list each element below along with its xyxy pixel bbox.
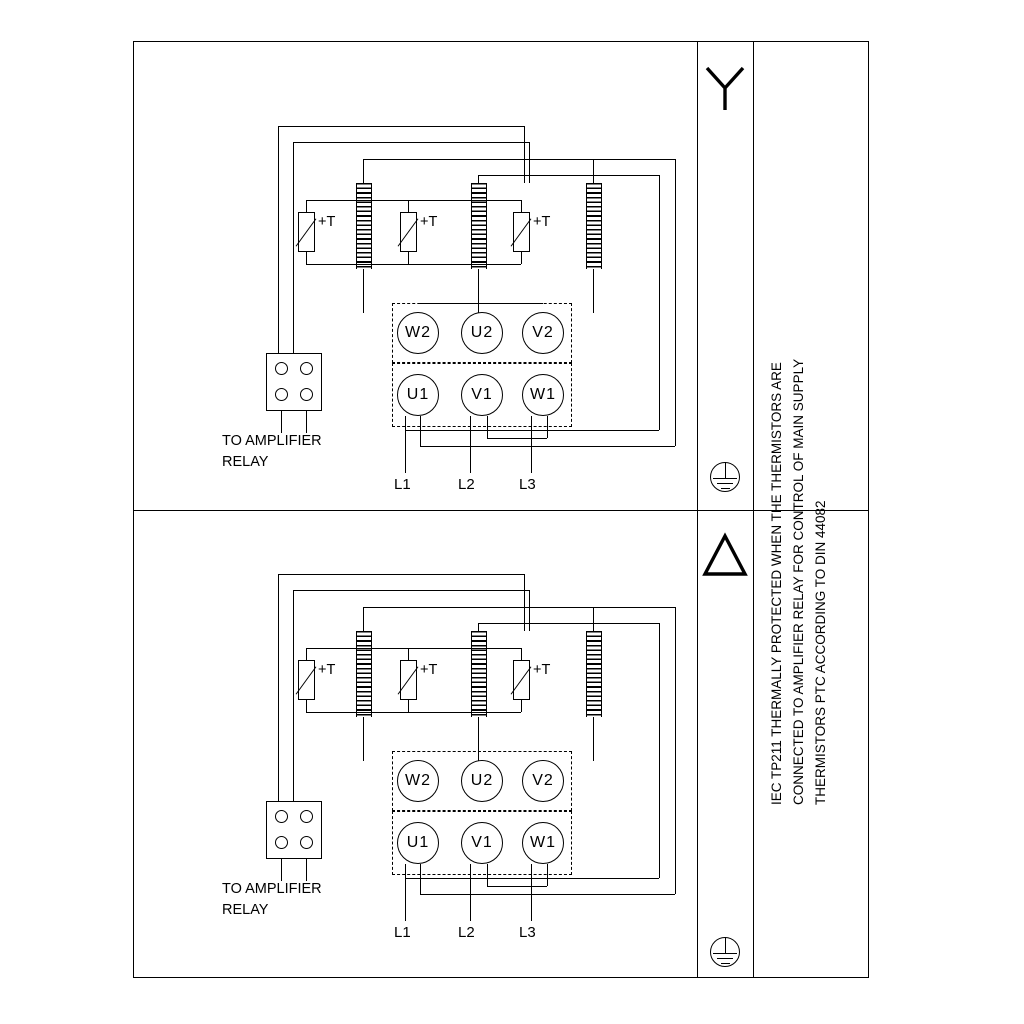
connector-pin-1[interactable] [275,362,288,375]
thermistor-1-lead-bottom-delta [306,700,307,712]
phase-label-l3-delta: L3 [519,924,536,941]
thermistor-1-lead-top-delta [306,648,307,660]
thermistor-2-lead-top-delta [408,648,409,660]
wire-drop-coil2-2 [478,623,479,631]
wire-top-rail-b-2 [293,590,529,591]
terminal-u2-delta[interactable]: U2 [461,760,503,802]
thermistor-3-lead-bottom-delta [521,700,522,712]
connector-pin-4-delta[interactable] [300,836,313,849]
wire-top-rail-a [278,126,524,127]
thermistor-1-lead-bottom [306,252,307,264]
wire-drop-to-coil3b-2 [529,590,530,631]
terminal-v2[interactable]: V2 [522,312,564,354]
phase-label-l2: L2 [458,476,475,493]
wire-ptc-chain-top-2 [408,200,521,201]
winding-coil-2-delta [471,631,487,717]
wire-left-drop-b-2 [293,590,294,812]
winding-coil-3 [586,183,602,269]
wire-coil3-top-lead [593,159,594,183]
wire-phase-rail-3-riser2 [547,416,548,438]
amplifier-connector-block-delta[interactable] [266,801,322,859]
connector-pin-2-delta[interactable] [300,810,313,823]
amplifier-label-line1-delta: TO AMPLIFIER [222,881,322,897]
note-line-1: IEC TP211 THERMALLY PROTECTED WHEN THE THERMISTORS ARE [769,362,784,805]
thermistor-1-label: +T [318,214,336,230]
wire-phase-rail-2 [420,446,675,447]
wire-ptc-chain-top-1-delta [306,648,408,649]
thermistor-3-lead-top [521,200,522,212]
wire-coil3-to-v2 [593,269,594,313]
earth-ground-bar2-2 [717,958,733,959]
frame-note-column-divider [753,41,754,978]
connector-pin-4[interactable] [300,388,313,401]
wye-star-symbol [697,60,753,116]
wire-l1-lead-delta [405,864,406,921]
wire-ptc-chain-bottom-1-delta [306,712,408,713]
earth-ground-bar3-2 [721,963,730,964]
wire-l2-lead [470,416,471,473]
thermistor-2-lead-top [408,200,409,212]
wire-right-rail-c-2 [675,607,676,894]
wire-star-bridge [418,303,543,304]
wire-l1-lead [405,416,406,473]
thermistor-1-label-delta: +T [318,662,336,678]
winding-coil-1-delta [356,631,372,717]
note-line-3: THERMISTORS PTC ACCORDING TO DIN 44082 [813,500,828,805]
wire-phase-rail-1-delta [405,878,659,879]
wire-phase-rail-3 [487,438,547,439]
delta-triangle-symbol [697,530,753,582]
terminal-w1-delta[interactable]: W1 [522,822,564,864]
thermistor-2-lead-bottom-delta [408,700,409,712]
wire-phase-rail-2-riser-delta [420,864,421,894]
earth-ground-bar3-1 [721,488,730,489]
wire-right-rail-c [675,159,676,446]
wire-ptc-chain-bottom-2 [408,264,521,265]
wire-ptc-chain-bottom-2-delta [408,712,521,713]
wire-right-rail-d-2 [659,623,660,878]
connector-lead-1-delta [281,859,282,881]
thermistor-3-lead-bottom [521,252,522,264]
connector-pin-3-delta[interactable] [275,836,288,849]
wire-top-rail-b [293,142,529,143]
wire-phase-rail-2-delta [420,894,675,895]
amplifier-label-line2: RELAY [222,454,269,470]
wire-drop-coil2 [478,175,479,183]
wire-phase-rail-3-riser2-delta [547,864,548,886]
phase-label-l2-delta: L2 [458,924,475,941]
thermistor-2-lead-bottom [408,252,409,264]
wire-coil1-to-w2 [363,269,364,313]
wire-phase-rail-3-riser [487,416,488,438]
note-column [757,335,867,805]
wire-left-drop-b [293,142,294,364]
thermistor-3-label: +T [533,214,551,230]
wire-top-rail-d-2 [478,623,659,624]
wire-coil3-top-rail [593,159,675,160]
connector-lead-2-delta [306,859,307,881]
winding-coil-2 [471,183,487,269]
earth-ground-stem-1 [725,462,726,478]
wire-phase-rail-2-riser [420,416,421,446]
terminal-u1[interactable]: U1 [397,374,439,416]
wire-phase-rail-3-riser-delta [487,864,488,886]
terminal-u2[interactable]: U2 [461,312,503,354]
terminal-w1[interactable]: W1 [522,374,564,416]
winding-coil-3-delta [586,631,602,717]
terminal-w2[interactable]: W2 [397,312,439,354]
connector-pin-1-delta[interactable] [275,810,288,823]
thermistor-2-label-delta: +T [420,662,438,678]
wire-coil1-to-w2-2 [363,717,364,761]
amplifier-label-line2-delta: RELAY [222,902,269,918]
connector-pin-3[interactable] [275,388,288,401]
earth-ground-bar1-1 [713,478,737,479]
wire-l3-lead-delta [531,864,532,921]
frame-symbol-column-divider [697,41,698,978]
terminal-u1-delta[interactable]: U1 [397,822,439,864]
connector-lead-1 [281,411,282,433]
thermistor-2-label: +T [420,214,438,230]
wire-coil3-top-lead-2 [593,607,594,631]
wire-top-rail-d [478,175,659,176]
wire-l3-lead [531,416,532,473]
wire-left-drop-a [278,126,279,364]
phase-label-l1: L1 [394,476,411,493]
wire-top-rail-a-2 [278,574,524,575]
earth-ground-bar2-1 [717,483,733,484]
wire-ptc-chain-top-1 [306,200,408,201]
connector-lead-2 [306,411,307,433]
terminal-v1-delta[interactable]: V1 [461,822,503,864]
thermistor-1-lead-top [306,200,307,212]
wire-coil3-top-rail-2 [593,607,675,608]
wire-drop-to-coil3-2 [524,574,525,631]
wire-drop-to-coil3 [524,126,525,183]
amplifier-connector-block[interactable] [266,353,322,411]
winding-coil-1 [356,183,372,269]
wire-phase-rail-1 [405,430,659,431]
wire-drop-to-coil3b [529,142,530,183]
wire-right-rail-d [659,175,660,430]
thermistor-3-label-delta: +T [533,662,551,678]
wire-left-drop-a-2 [278,574,279,812]
wire-drop-coil1-2 [363,607,364,631]
terminal-v1[interactable]: V1 [461,374,503,416]
wire-drop-coil1 [363,159,364,183]
wire-ptc-chain-top-2-delta [408,648,521,649]
wire-l2-lead-delta [470,864,471,921]
connector-pin-2[interactable] [300,362,313,375]
phase-label-l3: L3 [519,476,536,493]
earth-ground-stem-2 [725,937,726,953]
terminal-v2-delta[interactable]: V2 [522,760,564,802]
terminal-w2-delta[interactable]: W2 [397,760,439,802]
phase-label-l1-delta: L1 [394,924,411,941]
wire-phase-rail-3-delta [487,886,547,887]
earth-ground-bar1-2 [713,953,737,954]
wire-coil3-to-v2-2 [593,717,594,761]
thermistor-3-lead-top-delta [521,648,522,660]
note-line-2: CONNECTED TO AMPLIFIER RELAY FOR CONTROL OF MAIN SUPPLY [791,358,806,805]
wire-ptc-chain-bottom-1 [306,264,408,265]
amplifier-label-line1: TO AMPLIFIER [222,433,322,449]
